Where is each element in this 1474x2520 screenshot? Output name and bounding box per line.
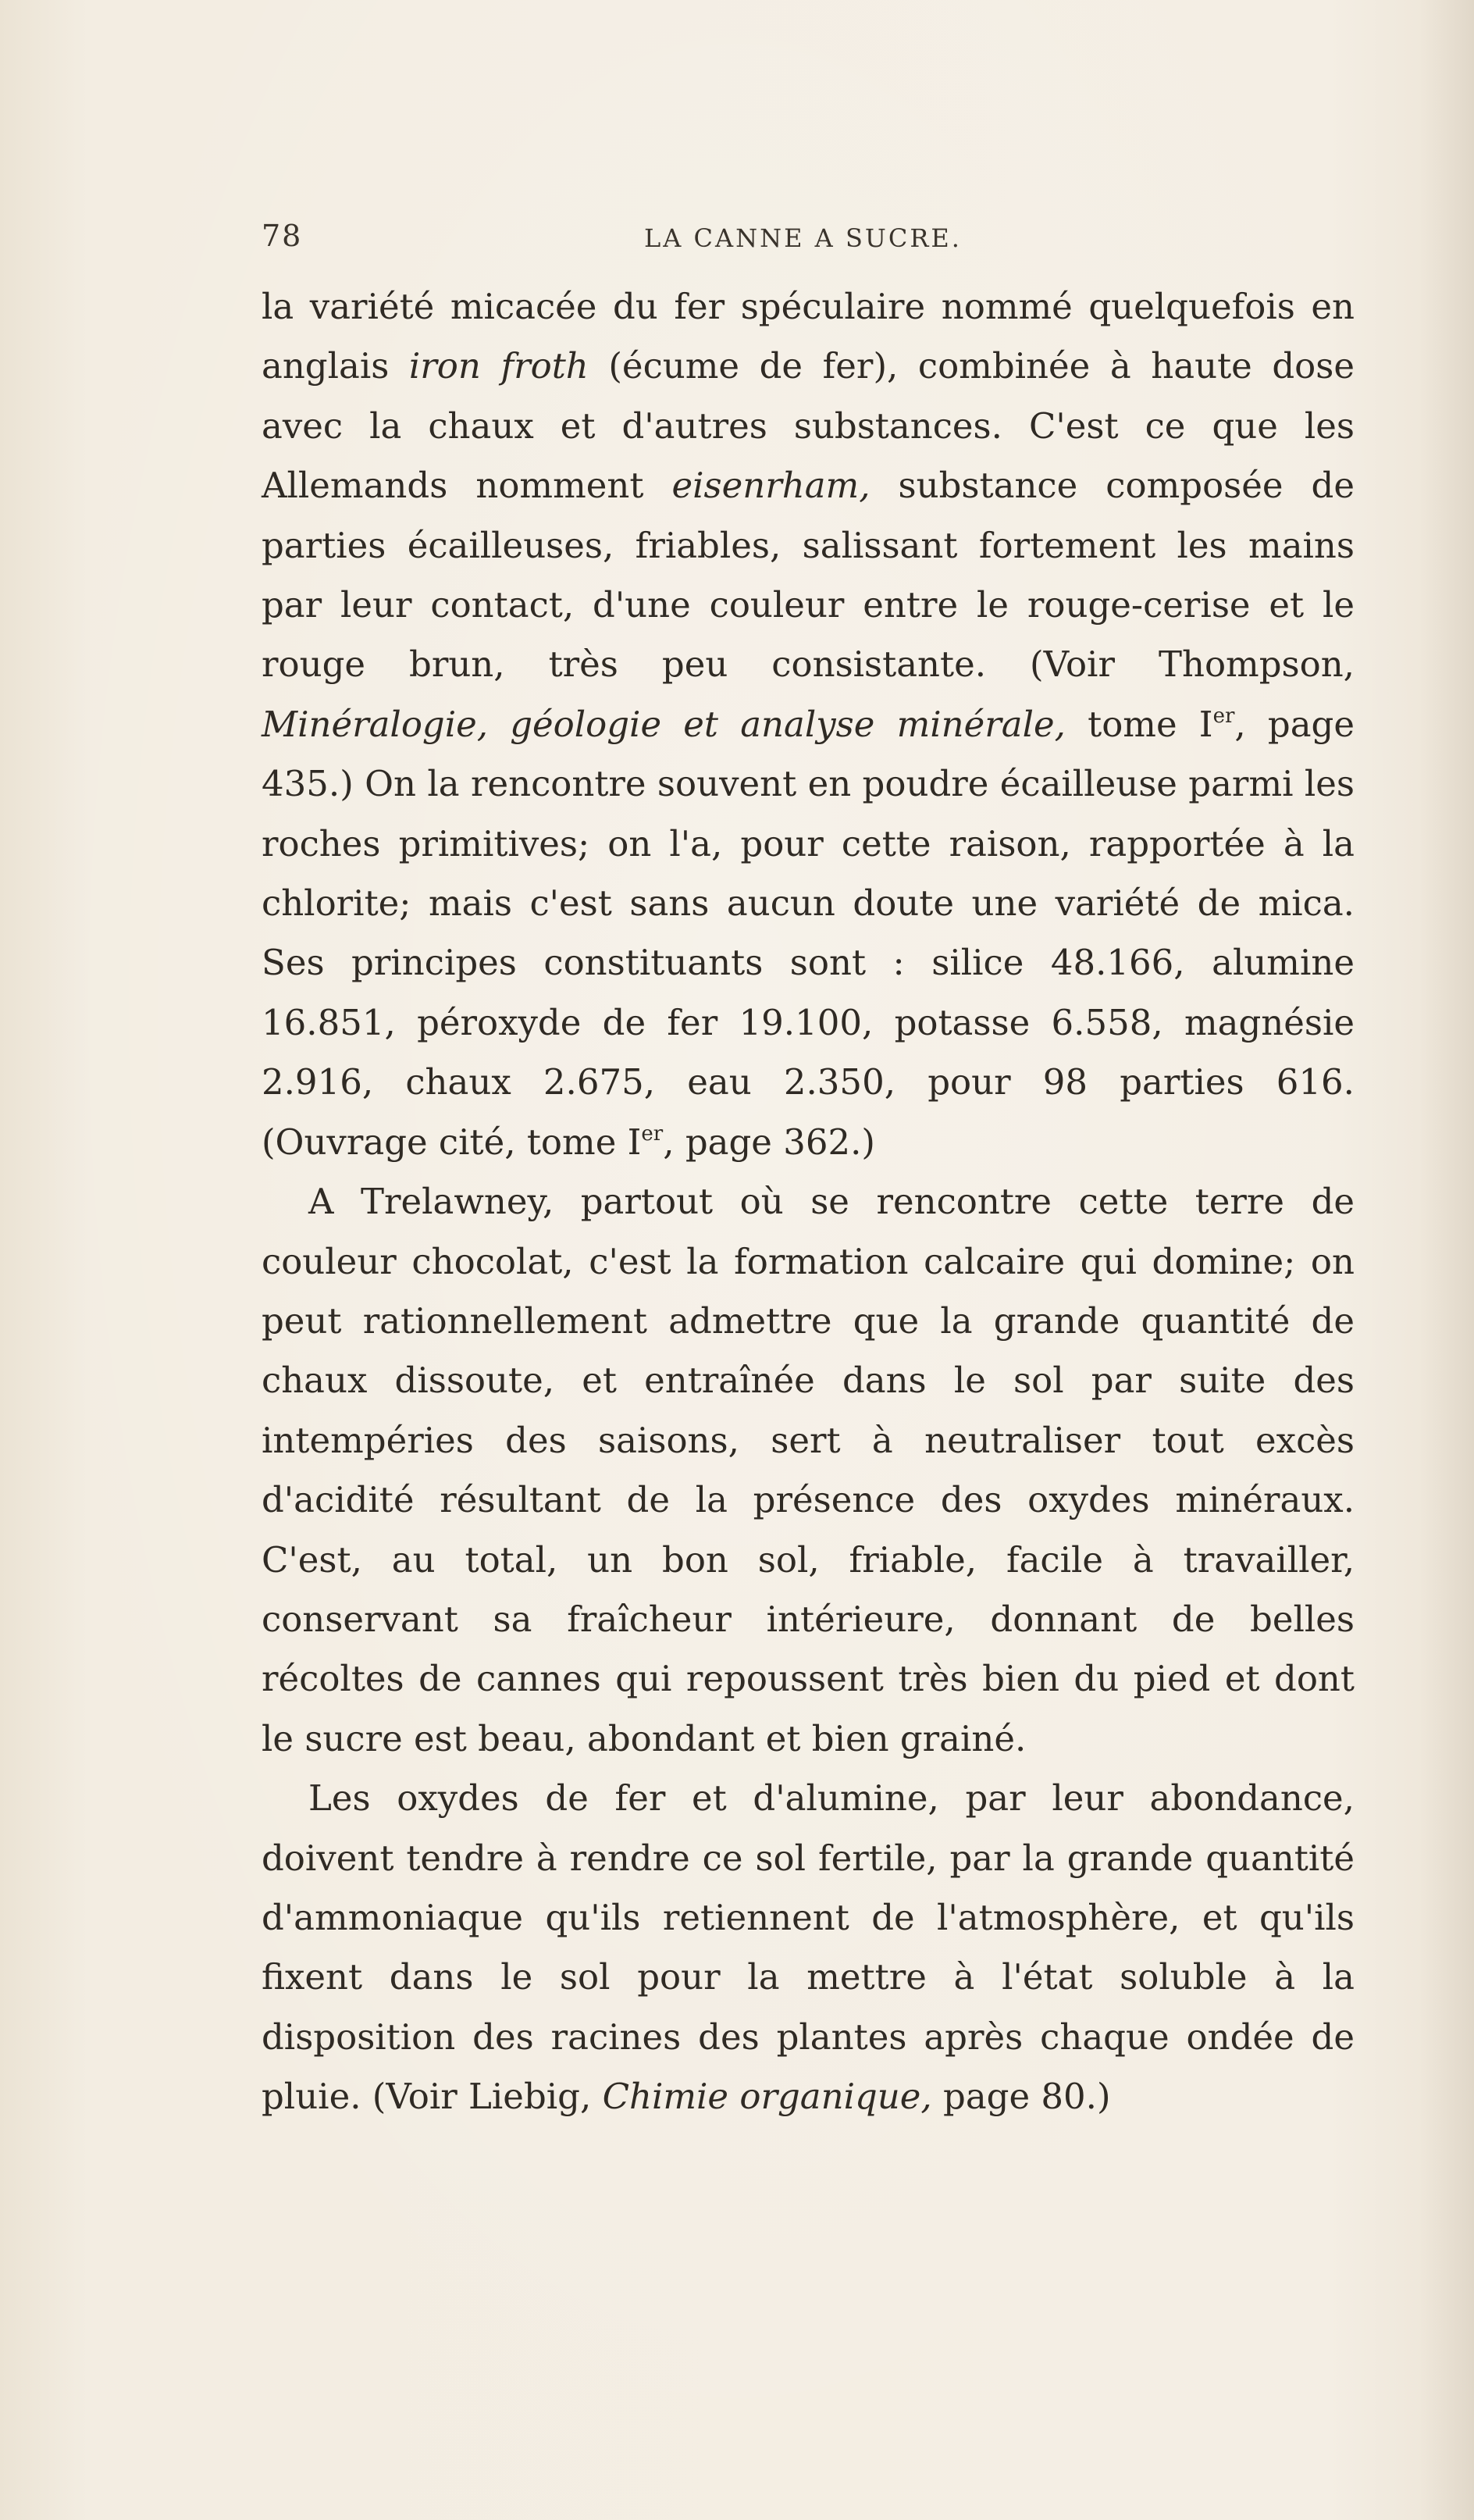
- running-title: LA CANNE A SUCRE.: [644, 223, 962, 253]
- text-run: substance composée de parties écailleuses, friables, salissant fortement les mains par leur contact, d'une couleur entre le rouge-cerise et le rouge brun, très peu consistante. (Voir Thompson,: [262, 465, 1355, 686]
- text-run: tome I: [1065, 703, 1213, 745]
- italic-run: Chimie organique,: [602, 2076, 932, 2118]
- italic-run: eisenrham,: [671, 465, 871, 507]
- text-run: , page 362.): [663, 1121, 875, 1163]
- italic-run: iron froth: [408, 345, 589, 387]
- superscript: er: [641, 1121, 664, 1146]
- page-number: 78: [262, 219, 303, 253]
- paragraph-3: [262, 1769, 1355, 2126]
- text-run: Les oxydes de fer et d'alumine, par leur abondance, doivent tendre à rendre ce sol fertile, par la grande quantité d'ammoniaque qu'ils retiennent de l'atmosphère, et qu'ils fixent dans le sol pour la mettre à l'état soluble à la disposition des racines des plantes après chaque ondée de pluie. (Voir Liebig,: [262, 1777, 1355, 2118]
- paragraph-1: [262, 277, 1355, 1172]
- page-fold-shadow: [1419, 0, 1474, 2520]
- superscript: er: [1212, 704, 1235, 728]
- paragraph-2: [262, 1172, 1355, 1769]
- italic-run: Minéralogie, géologie et analyse minérale,: [262, 703, 1066, 745]
- text-run: la variété micacée du fer spéculaire nommé quelquefois en anglais: [262, 286, 1355, 387]
- text-run: A Trelawney, partout où se rencontre cette terre de couleur chocolat, c'est la formation calcaire qui domine; on peut rationnellement admettre que la grande quantité de chaux dissoute, et entraînée dans le sol par suite des intempéries des saisons, sert à neutraliser tout excès d'acidité résultant de la présence des oxydes minéraux. C'est, au total, un bon sol, friable, facile à travailler, conservant sa fraîcheur intérieure, donnant de belles récoltes de cannes qui repoussent très bien du pied et dont le sucre est beau, abondant et bien grainé.: [262, 1181, 1355, 1759]
- text-run: page 80.): [931, 2076, 1111, 2118]
- page-header: [262, 219, 1355, 266]
- text-run: (écume de fer), combinée à haute dose avec la chaux et d'autres substances. C'est ce que les Allemands nomment: [262, 345, 1355, 507]
- text-run: , page 435.) On la rencontre souvent en poudre écailleuse parmi les roches primitives; on l'a, pour cette raison, rapportée à la chlorite; mais c'est sans aucun doute une variété de mica. Ses principes constituants sont : silice 48.166, alumine 16.851, péroxyde de fer 19.100, potasse 6.558, magnésie 2.916, chaux 2.675, eau 2.350, pour 98 parties 616. (Ouvrage cité, tome I: [262, 703, 1355, 1163]
- body-text: [262, 277, 1355, 2127]
